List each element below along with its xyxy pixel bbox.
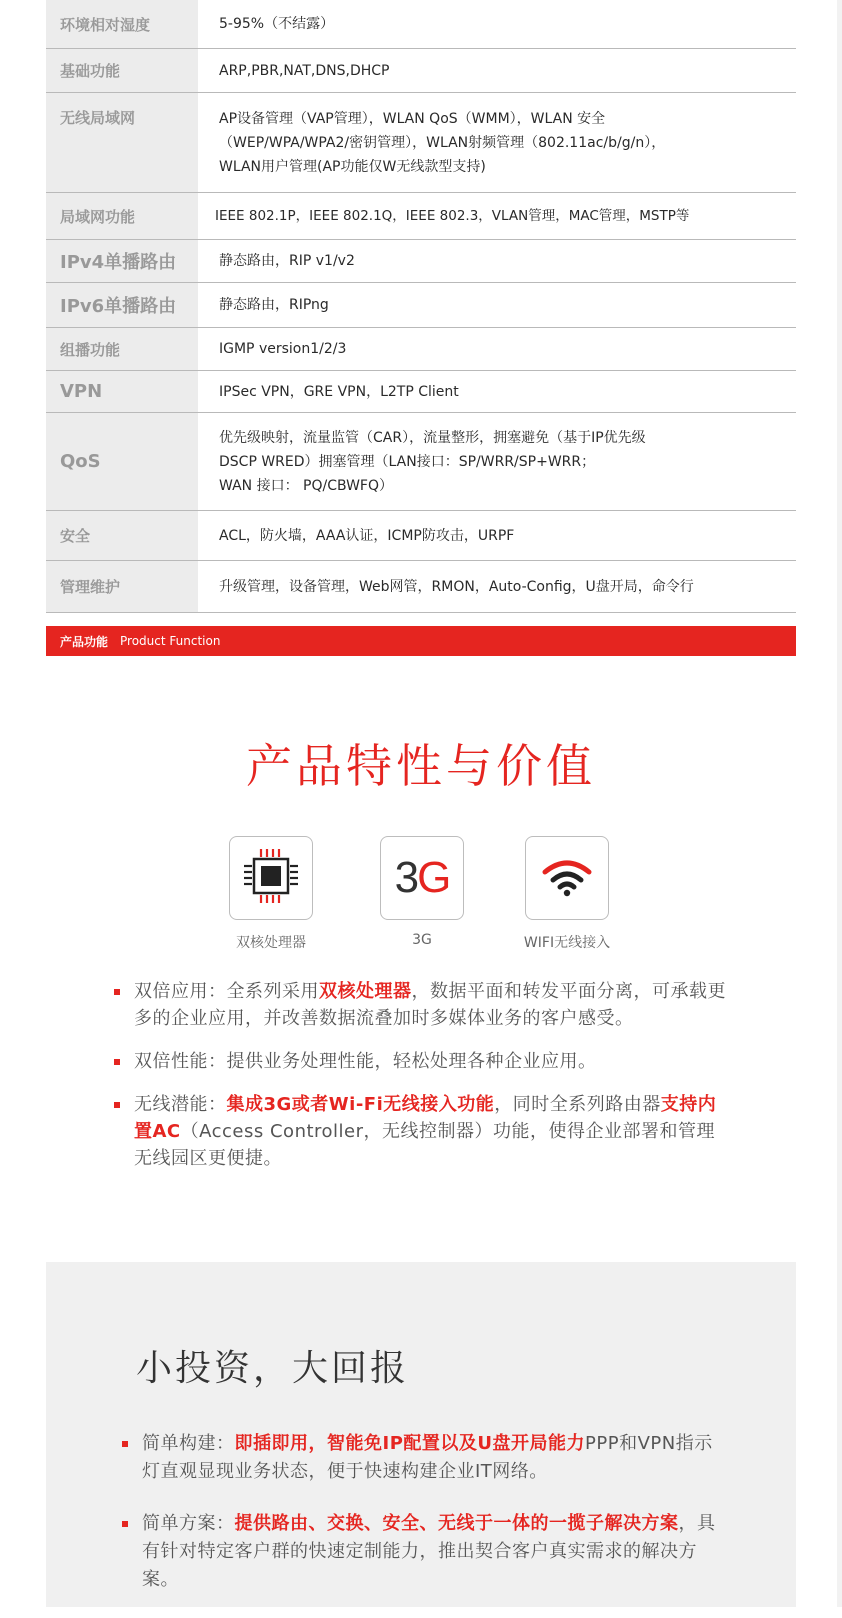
spec-label: 安全 <box>46 511 198 560</box>
spec-row <box>46 328 796 371</box>
spec-value: ARP,PBR,NAT,DNS,DHCP <box>219 62 390 79</box>
spec-value: 静态路由，RIPng <box>219 297 329 313</box>
icon-caption: 3G <box>412 932 432 948</box>
spec-value: 5-95%（不结露） <box>219 16 335 32</box>
list-item: 简单方案：提供路由、交换、安全、无线于一体的一揽子解决方案，具有针对特定客户群的快速定制能力，推出契合客户真实需求的解决方案。 <box>118 1510 728 1594</box>
spec-row <box>46 240 796 283</box>
3g-icon: 3G <box>394 853 450 902</box>
spec-value: 静态路由，RIP v1/v2 <box>219 253 355 269</box>
spec-value: ACL，防火墙，AAA认证，ICMP防攻击，URPF <box>219 527 515 544</box>
spec-row <box>46 511 796 561</box>
spec-label: 无线局域网 <box>46 93 198 192</box>
invest-list <box>118 1430 728 1618</box>
spec-row <box>46 0 796 49</box>
spec-line: DSCP WRED）拥塞管理（LAN接口：SP/WRR/SP+WRR； <box>219 453 596 470</box>
spec-value <box>198 413 796 510</box>
spec-label: IPv6单播路由 <box>46 283 198 327</box>
section-bar-en: Product Function <box>120 634 221 648</box>
cpu-chip-icon <box>241 846 301 910</box>
list-item: 双倍性能：提供业务处理性能，轻松处理各种企业应用。 <box>110 1048 730 1075</box>
spec-table <box>46 0 796 613</box>
spec-row <box>46 93 796 193</box>
spec-line: WAN 接口： PQ/CBWFQ） <box>219 477 394 494</box>
spec-line: AP设备管理（VAP管理），WLAN QoS（WMM），WLAN 安全 <box>219 110 606 127</box>
spec-label: QoS <box>46 413 198 510</box>
spec-value <box>198 93 796 192</box>
spec-line: 优先级映射，流量监管（CAR），流量整形，拥塞避免（基于IP优先级 <box>219 429 646 446</box>
spec-label: 组播功能 <box>46 328 198 370</box>
bullet-square-icon <box>122 1441 128 1447</box>
spec-line: （WEP/WPA/WPA2/密钥管理），WLAN射频管理（802.11ac/b/g/n）， <box>219 134 666 151</box>
icon-caption: WIFI无线接入 <box>523 935 611 951</box>
list-item: 双倍应用：全系列采用双核处理器，数据平面和转发平面分离，可承载更多的企业应用，并改善数据流叠加时多媒体业务的客户感受。 <box>110 978 730 1032</box>
spec-row <box>46 413 796 511</box>
spec-row <box>46 283 796 328</box>
spec-label: 基础功能 <box>46 49 198 92</box>
spec-label: 环境相对湿度 <box>46 0 198 48</box>
spec-label: 管理维护 <box>46 561 198 612</box>
spec-label: VPN <box>46 371 198 412</box>
icon-caption: 双核处理器 <box>236 935 306 951</box>
features-title: 产品特性与价值 <box>246 739 596 793</box>
spec-value: IGMP version1/2/3 <box>219 341 347 357</box>
bullet-square-icon <box>114 1102 120 1108</box>
bullet-square-icon <box>114 989 120 995</box>
spec-value: IPSec VPN，GRE VPN，L2TP Client <box>219 383 459 400</box>
spec-row <box>46 193 796 240</box>
spec-line: WLAN用户管理(AP功能仅W无线款型支持) <box>219 158 486 175</box>
spec-value: IEEE 802.1P，IEEE 802.1Q，IEEE 802.3，VLAN管理，MAC管理，MSTP等 <box>215 208 690 224</box>
wifi-icon-box <box>525 836 609 920</box>
cpu-icon-box <box>229 836 313 920</box>
section-bar <box>46 626 796 656</box>
wifi-icon <box>539 854 595 902</box>
list-item: 简单构建：即插即用，智能免IP配置以及U盘开局能力PPP和VPN指示灯直观显现业务状态，便于快速构建企业IT网络。 <box>118 1430 728 1486</box>
spec-row <box>46 561 796 613</box>
spec-value: 升级管理，设备管理，Web网管，RMON，Auto-Config，U盘开局，命令行 <box>219 578 694 595</box>
bullet-square-icon <box>114 1059 120 1065</box>
invest-title: 小投资，大回报 <box>136 1348 410 1389</box>
bullet-square-icon <box>122 1521 128 1527</box>
features-list <box>110 978 730 1188</box>
list-item: 无线潜能：集成3G或者Wi-Fi无线接入功能，同时全系列路由器支持内置AC（Access Controller，无线控制器）功能，使得企业部署和管理无线园区更便捷。 <box>110 1091 730 1172</box>
spec-label: IPv4单播路由 <box>46 240 198 282</box>
spec-row <box>46 49 796 93</box>
section-bar-cn: 产品功能 <box>60 634 109 649</box>
spec-row <box>46 371 796 413</box>
spec-label: 局域网功能 <box>46 193 198 239</box>
3g-icon-box <box>380 836 464 920</box>
page-edge-strip <box>837 0 842 1607</box>
